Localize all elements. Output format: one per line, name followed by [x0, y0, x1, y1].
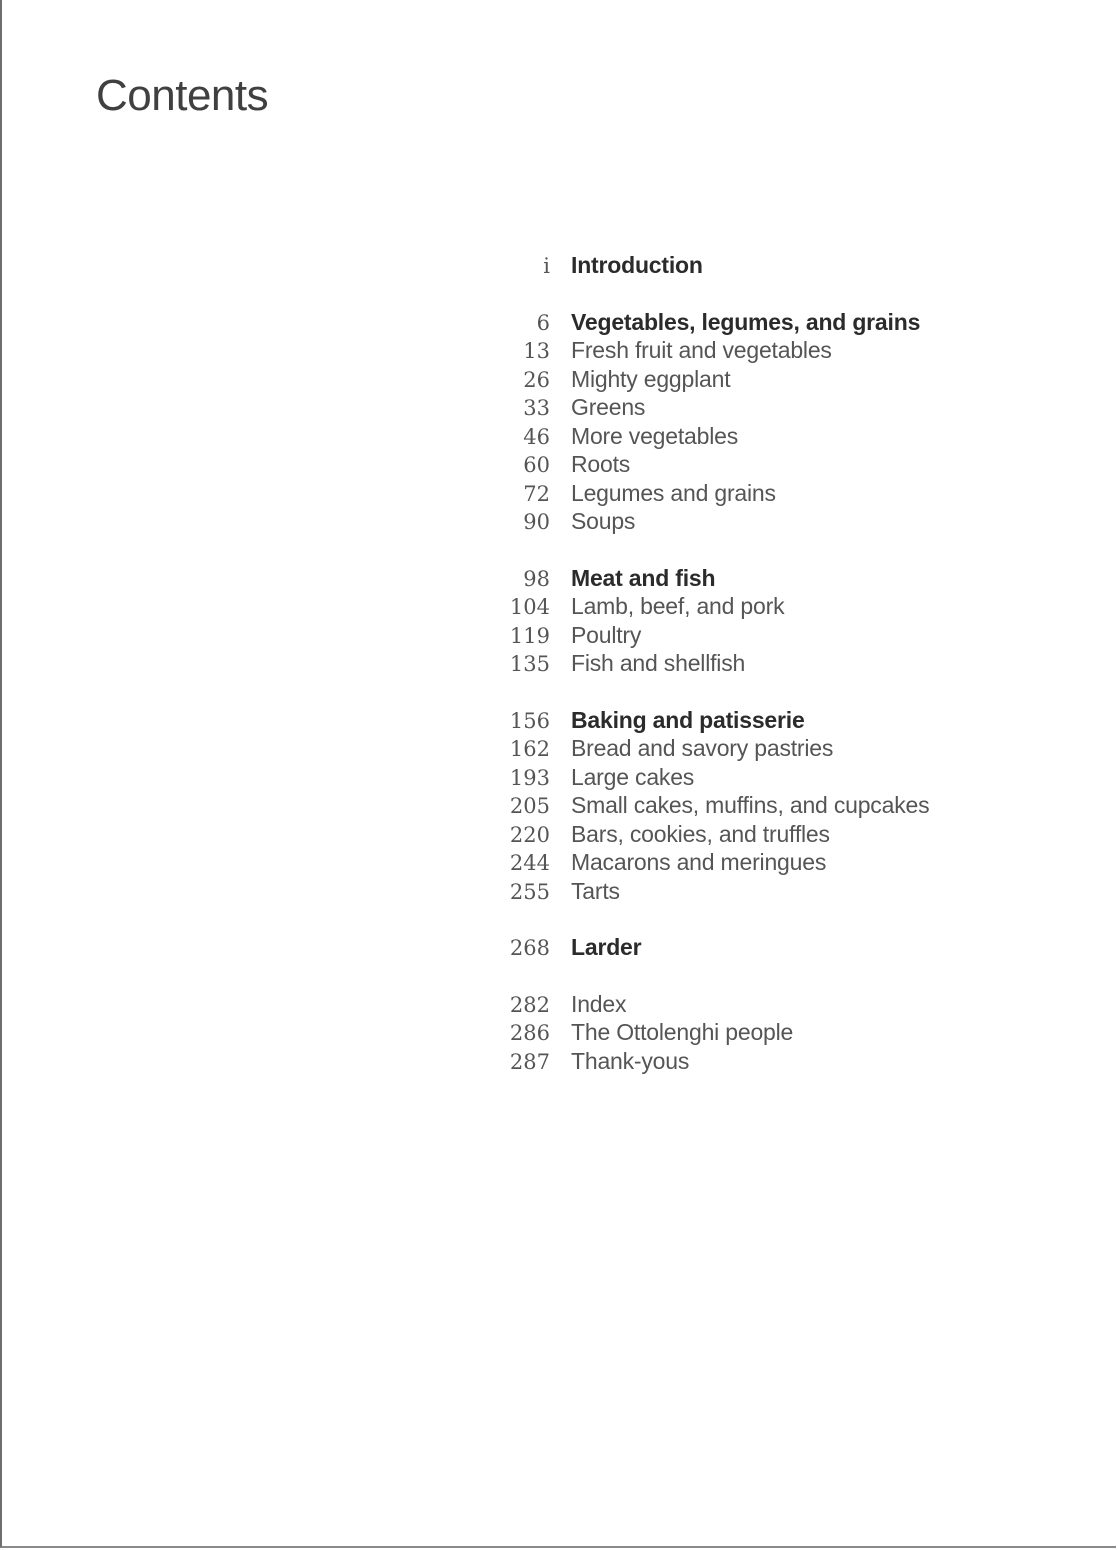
toc-page-number: 104: [509, 595, 550, 619]
toc-entry-label: Fresh fruit and vegetables: [571, 337, 832, 363]
toc-section: [502, 251, 1062, 280]
toc-entry[interactable]: [502, 479, 1062, 508]
toc-entry-label: Greens: [571, 394, 646, 420]
toc-section: [502, 308, 1062, 536]
toc-page-number: 244: [509, 851, 550, 875]
toc-entry-label: Bars, cookies, and truffles: [571, 820, 830, 847]
toc-section: [502, 706, 1062, 906]
toc-section: [502, 990, 1062, 1076]
toc-section-heading[interactable]: [502, 251, 1062, 280]
toc-entry-label: Introduction: [571, 252, 703, 278]
toc-entry-label: Lamb, beef, and pork: [571, 593, 785, 619]
toc-entry-label: Fish and shellfish: [571, 650, 746, 676]
table-of-contents: [502, 251, 1062, 1103]
toc-page-number: 33: [523, 396, 550, 420]
toc-entry-label: The Ottolenghi people: [571, 1019, 794, 1045]
toc-section: [502, 564, 1062, 678]
toc-entry[interactable]: [502, 848, 1062, 877]
toc-entry-label: Bread and savory pastries: [571, 735, 834, 761]
toc-entry-label: Macarons and meringues: [571, 849, 827, 875]
toc-entry-label: Small cakes, muffins, and cupcakes: [571, 792, 930, 818]
toc-page-number: 268: [509, 936, 550, 960]
toc-page-number: 255: [509, 879, 550, 904]
toc-entry-label: Soups: [571, 508, 636, 534]
toc-entry[interactable]: [502, 1047, 1062, 1076]
toc-entry[interactable]: [502, 336, 1062, 365]
toc-entry[interactable]: [502, 592, 1062, 621]
toc-entry[interactable]: [502, 877, 1062, 906]
toc-entry-label: Roots: [571, 451, 631, 477]
toc-entry-label: Thank-yous: [571, 1047, 690, 1074]
page-title: Contents: [96, 71, 269, 120]
toc-page-number: 135: [509, 652, 550, 676]
toc-page-number: 282: [509, 992, 550, 1017]
toc-page-number: 220: [509, 822, 550, 847]
toc-entry[interactable]: [502, 990, 1062, 1019]
toc-page-number: 6: [536, 310, 550, 335]
toc-page-number: 193: [509, 765, 550, 790]
toc-page-number: 162: [509, 737, 550, 761]
toc-entry-label: More vegetables: [571, 422, 739, 449]
toc-page-number: 287: [509, 1049, 550, 1074]
toc-page-number: 205: [509, 794, 550, 818]
toc-section-heading[interactable]: [502, 564, 1062, 593]
toc-entry[interactable]: [502, 422, 1062, 451]
toc-entry-label: Poultry: [571, 621, 642, 648]
toc-section: [502, 933, 1062, 962]
toc-section-heading[interactable]: [502, 308, 1062, 337]
toc-entry[interactable]: [502, 791, 1062, 820]
toc-entry-label: Legumes and grains: [571, 479, 776, 506]
toc-page-number: 98: [523, 566, 550, 591]
toc-page-number: 72: [523, 481, 550, 506]
toc-page-number: 13: [523, 339, 550, 363]
toc-page-number: 26: [523, 367, 550, 392]
toc-entry[interactable]: [502, 507, 1062, 536]
toc-page-number: 156: [509, 708, 550, 733]
toc-entry[interactable]: [502, 393, 1062, 422]
toc-page-number: 286: [509, 1021, 550, 1045]
toc-entry[interactable]: [502, 820, 1062, 849]
toc-entry-label: Larder: [571, 934, 642, 960]
toc-page-number: 119: [509, 623, 550, 648]
toc-entry[interactable]: [502, 1018, 1062, 1047]
toc-section-heading[interactable]: [502, 933, 1062, 962]
toc-page-number: i: [543, 254, 550, 278]
toc-entry[interactable]: [502, 365, 1062, 394]
toc-entry-label: Vegetables, legumes, and grains: [571, 308, 921, 335]
toc-entry-label: Tarts: [571, 877, 620, 904]
toc-section-heading[interactable]: [502, 706, 1062, 735]
toc-entry[interactable]: [502, 649, 1062, 678]
toc-entry-label: Index: [571, 990, 627, 1017]
toc-page-number: 90: [523, 510, 550, 534]
toc-entry-label: Meat and fish: [571, 564, 716, 591]
toc-entry-label: Mighty eggplant: [571, 365, 731, 392]
toc-entry[interactable]: [502, 734, 1062, 763]
toc-entry-label: Baking and patisserie: [571, 706, 805, 733]
toc-entry-label: Large cakes: [571, 763, 695, 790]
toc-page-number: 46: [523, 424, 550, 449]
toc-entry[interactable]: [502, 763, 1062, 792]
toc-entry[interactable]: [502, 450, 1062, 479]
toc-entry[interactable]: [502, 621, 1062, 650]
toc-page-number: 60: [523, 453, 550, 477]
